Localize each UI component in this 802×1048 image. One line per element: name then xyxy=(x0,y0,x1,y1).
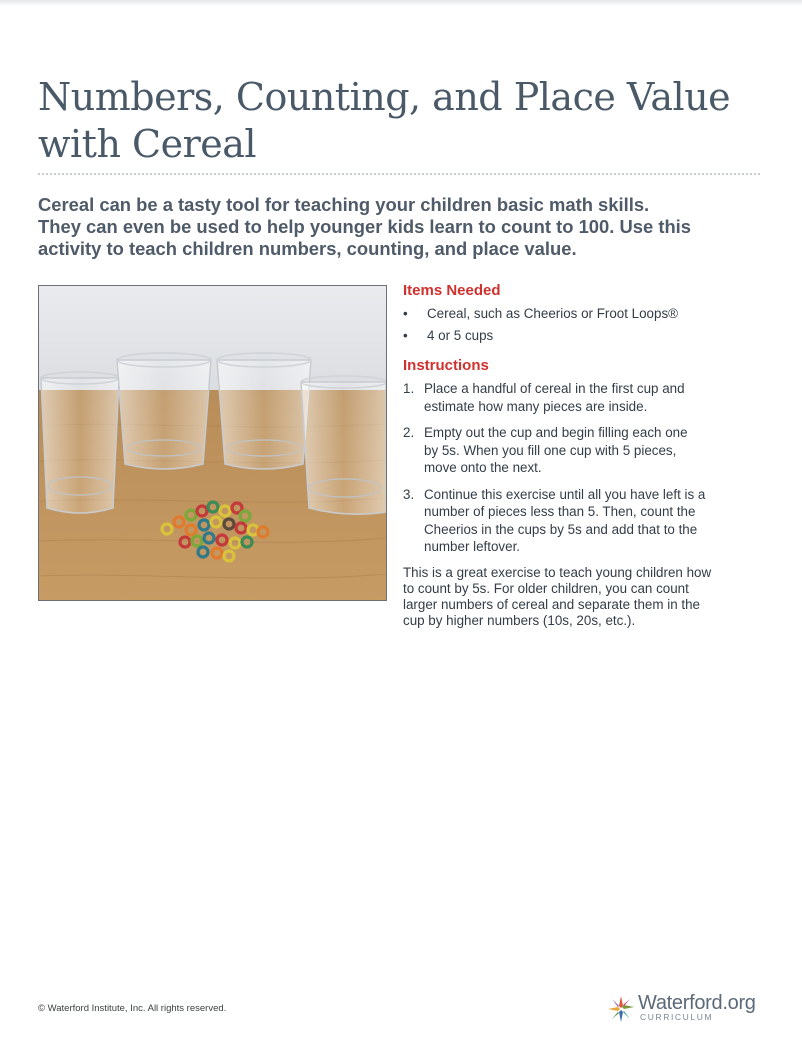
closing-line: cup by higher numbers (10s, 20s, etc.). xyxy=(403,612,636,628)
step-text-line: number of pieces less than 5. Then, count the xyxy=(424,504,696,519)
items-needed-heading: Items Needed xyxy=(403,282,501,299)
step-text-line: estimate how many pieces are inside. xyxy=(424,398,648,414)
glass-cup-1 xyxy=(41,372,119,513)
step-text-line: Cheerios in the cups by 5s and add that to the xyxy=(424,521,698,537)
step-text-line: by 5s. When you fill one cup with 5 pieces, xyxy=(424,442,677,458)
logo-wordmark: Waterford.org xyxy=(638,992,756,1014)
step-text-line: move onto the next. xyxy=(424,460,542,475)
list-item xyxy=(403,424,763,477)
list-item xyxy=(403,325,763,347)
bullet-icon: • xyxy=(403,306,408,321)
title-divider xyxy=(38,173,760,175)
step-number: 2. xyxy=(403,425,415,440)
list-item xyxy=(403,486,763,556)
intro-line-3: activity to teach children numbers, counting, and place value. xyxy=(38,238,577,259)
step-number: 3. xyxy=(403,486,415,502)
top-edge-shadow xyxy=(0,0,802,6)
closing-line: larger numbers of cereal and separate them in the xyxy=(403,596,700,612)
waterford-star-icon xyxy=(606,994,636,1024)
closing-line: This is a great exercise to teach young children how xyxy=(403,564,712,580)
copyright-owner: © Waterford Institute, Inc. xyxy=(38,1003,146,1014)
step-text-line: Continue this exercise until all you have left is a xyxy=(424,486,706,502)
step-number: 1. xyxy=(403,381,415,396)
glass-cup-4 xyxy=(301,376,386,514)
instructions-column xyxy=(403,282,763,629)
items-needed-list xyxy=(403,303,763,347)
glass-cup-2 xyxy=(117,353,211,469)
step-text-line: Empty out the cup and begin filling each one xyxy=(424,425,688,440)
bullet-icon: • xyxy=(403,328,408,343)
glass-cup-3 xyxy=(217,353,311,469)
waterford-logo xyxy=(606,992,766,1024)
page-title-line-2: with Cereal xyxy=(38,122,257,166)
item-label: Cereal, such as Cheerios or Froot Loops® xyxy=(427,306,679,321)
logo-subtitle: CURRICULUM xyxy=(640,1012,714,1022)
instructions-heading: Instructions xyxy=(403,357,489,374)
cereal-cups-photo xyxy=(38,285,387,601)
closing-paragraph xyxy=(403,565,763,629)
instructions-list xyxy=(403,380,763,556)
intro-line-2: They can even be used to help younger kids learn to count to 100. Use this xyxy=(38,216,692,237)
list-item xyxy=(403,303,763,325)
list-item xyxy=(403,380,763,415)
step-text-line: number leftover. xyxy=(424,539,521,554)
intro-paragraph xyxy=(38,194,762,260)
copyright-notice xyxy=(38,1003,226,1014)
step-text-line: Place a handful of cereal in the first cup and xyxy=(424,381,685,396)
page-title-line-1: Numbers, Counting, and Place Value xyxy=(38,75,731,119)
copyright-rights: All rights reserved. xyxy=(145,1003,227,1014)
closing-line: to count by 5s. For older children, you can count xyxy=(403,580,689,596)
cereal-cups-illustration xyxy=(39,286,386,600)
intro-line-1: Cereal can be a tasty tool for teaching your children basic math skills. xyxy=(38,194,650,215)
page-title xyxy=(38,74,758,168)
item-label: 4 or 5 cups xyxy=(427,328,494,343)
